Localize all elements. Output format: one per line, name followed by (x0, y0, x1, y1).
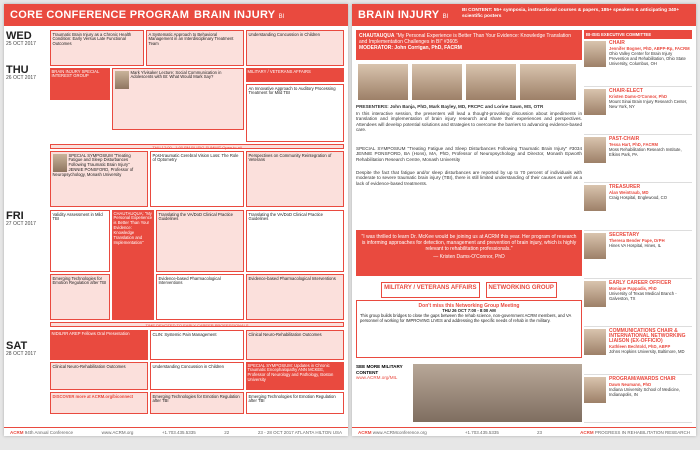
left-footer: ACRM 94th Annual Conference www.ACRM.org +1.703.435.5335 22 23 - 28 OCT 2017 ATLANTA HILTON USA (4, 427, 348, 436)
main-content (356, 30, 582, 426)
member-org: Moss Rehabilitation Research Institute, Elkins Park, PA (609, 147, 682, 157)
presenter-photo (412, 64, 462, 100)
session-cell[interactable]: Emerging Technologies for Emotion Regulation after TBI (50, 274, 110, 320)
member-name: Jennifer Bogner, PhD, ABPP-Rp, FACRM (609, 46, 690, 51)
see-more[interactable]: SEE MORE MILITARY CONTENT www.ACRM.org/MIL (356, 364, 403, 380)
member-role: COMMUNICATIONS CHAIR & INTERNATIONAL NETWORKING LIAISON (EX-OFFICIO) (609, 328, 686, 344)
speaker-photo (53, 154, 67, 172)
schedule-grid (50, 30, 344, 422)
member-org: Ohio Valley Center for Brain Injury Prevention and Rehabilitation, Ohio State University, Columbus, OH (609, 51, 686, 66)
member-name: Tessa Hart, PhD, FACRM (609, 142, 659, 147)
session-cell[interactable]: Evidence-based Pharmacological Interventions (246, 274, 344, 320)
member-photo (584, 329, 606, 355)
presenter-photos (356, 62, 582, 102)
exec-member (584, 183, 692, 231)
session-cell[interactable]: Translating the VA/DoD Clinical Practice Guidelines (156, 210, 244, 272)
member-photo (584, 41, 606, 67)
member-org: University of Texas Medical Branch - Galveston, TX (609, 291, 677, 301)
exec-member (584, 327, 692, 375)
session-cell[interactable]: Perspectives on Community Reintegration of Veterans (246, 151, 344, 207)
member-role: CHAIR-ELECT (609, 88, 643, 94)
presenter-photo (358, 64, 408, 100)
member-photo (584, 233, 606, 259)
session-cell[interactable]: CLIN: Systemic Pain Management (150, 330, 244, 360)
track-title: BRAIN INJURY BI (194, 9, 285, 21)
session-cell[interactable]: Traumatic Brain Injury as a Chronic Health Condition: Early Versus Late Functional Outcomes (50, 30, 144, 66)
exec-member (584, 231, 692, 279)
session-cell[interactable]: MILITARY / VETERANS AFFAIRS (246, 68, 344, 82)
session-cell[interactable]: Understanding Concussion in Children (246, 30, 344, 66)
member-org: Mount Sinai Brain Injury Research Center, New York, NY (609, 99, 688, 109)
symposium-description: Despite the fact that fatigue and/or sleep disturbances are reported by up to 70 percent of individuals with moderate to severe traumatic brain injury (TBI), there is still limited understanding of their causes as well as a lack of evidence-based treatments. (356, 170, 582, 186)
session-cell[interactable]: Emerging Technologies for Emotion Regulation after TBI (246, 392, 344, 414)
member-role: SECRETARY (609, 232, 640, 238)
core-conference-title: CORE CONFERENCE PROGRAM (10, 9, 190, 21)
session-cell[interactable]: A Systematic Approach to Behavioral Management in an Interdisciplinary Treatment Team (146, 30, 244, 66)
day-wed: WED 25 OCT 2017 (6, 30, 36, 47)
group-photo (413, 364, 582, 422)
networking-box: Don't miss this Networking Group Meeting THU 26 OCT 7:00 - 8:00 AM This group builds bridges to close the gaps between the rehab science, non-government ACRM members, and VA personnel of working for IMPROVING LIVES and addressing the specific needs of rehab in the military. (356, 300, 582, 358)
exec-member (584, 39, 692, 87)
member-role: CHAIR (609, 40, 625, 46)
right-footer: ACRM www.ACRMconference.org +1.703.435.5335 23 ACRM PROGRESS IN REHABILITATION RESEARCH (352, 427, 696, 436)
member-photo (584, 137, 606, 163)
exec-member (584, 279, 692, 327)
mckee-quote: "I was thrilled to learn Dr. McKee would be joining us at ACRM this year. Her program of research is informing approaches for detection, management and prevention of brain injury, which is highly relevant to rehabilitation professionals." — Kristen Dams-O'Connor, PhD (356, 230, 582, 276)
right-header (352, 4, 696, 26)
day-sat: SAT 28 OCT 2017 (6, 340, 36, 357)
military-logo: MILITARY / VETERANS AFFAIRS (381, 282, 479, 298)
member-name: Dawn Neumann, PhD (609, 382, 652, 387)
session-cell[interactable]: NIDILRR AREP Fellows Oral Presentation (50, 330, 148, 360)
session-cell[interactable]: Understanding Concussion in Children (150, 362, 244, 390)
member-photo (584, 281, 606, 307)
chautauqua-description: In this interactive session, the presenters will lead a thought-provoking discussion about impediments in translation and implementation of brain injury research and share their experiences and perspectives. Attendees will develop potential solutions and strategies to overcome the barriers to advancing evidence-based care. (356, 111, 582, 133)
member-org: Johns Hopkins University, Baltimore, MD (609, 349, 685, 354)
member-name: Theresa Bender Pape, DrPH (609, 238, 665, 243)
presenters-line: PRESENTERS: John Banja, PhD, Mark Bayley, MD, FRCPC and Lorine Sawn, MS, OTR (356, 104, 544, 109)
right-page (352, 4, 696, 436)
member-photo (584, 89, 606, 115)
member-name: Monique Pappadis, PhD (609, 286, 657, 291)
symposium-header: SPECIAL SYMPOSIUM "Treating Fatigue and Sleep Disturbances Following Traumatic Brain Injury" #3034 JENNIE PONSFORD, BA (Hons), MA, PhD, Professor of Neuropsychology and Director, Monash Epworth Rehabilitation Research Centre, Monash University (356, 146, 582, 162)
discover-link[interactable]: DISCOVER more at ACRM.org/biconnect (50, 392, 148, 414)
member-role: EARLY CAREER OFFICER (609, 280, 672, 286)
military-content (356, 364, 582, 422)
session-cell[interactable]: SPECIAL SYMPOSIUM: Updates in Chronic Traumatic Encephalopathy ANN MCKEE, Professor of Neurology and Pathology, Boston University (246, 362, 344, 390)
exec-member (584, 87, 692, 135)
networking-logo: NETWORKING GROUP (486, 282, 557, 298)
exec-committee (584, 30, 692, 426)
session-cell[interactable]: Mark Ylvisaker Lecture: Social Communication in Adolescents with BI: What Would Mark Say? (112, 68, 244, 130)
member-org: Indiana University School of Medicine, Indianapolis, IN (609, 387, 680, 397)
day-thu: THU 26 OCT 2017 (6, 64, 36, 81)
member-role: TREASURER (609, 184, 641, 190)
summit-band: THU 12:00 - 1:00 PM BI-ISIG SUMMIT Open to all (50, 144, 344, 149)
exec-title: BI-ISIG EXECUTIVE COMMITTEE (584, 30, 692, 39)
session-cell[interactable]: SPECIAL SYMPOSIUM "Treating Fatigue and Sleep Disturbances Following Traumatic Brain Injury" JENNIE PONSFORD, Professor of Neuropsychology, Monash University (50, 151, 148, 207)
member-name: Kristen Dams-O'Connor, PhD (609, 94, 667, 99)
presenter-photo (466, 64, 516, 100)
session-cell[interactable]: Clinical Neuro-Rehabilitation Outcomes (246, 330, 344, 360)
session-cell[interactable]: Translating the VA/DoD Clinical Practice Guidelines (246, 210, 344, 272)
member-org: Craig Hospital, Englewood, CO (609, 195, 667, 200)
member-photo (584, 185, 606, 211)
speaker-photo (115, 71, 129, 89)
session-cell[interactable]: Evidence-based Pharmacological Interventions (156, 274, 244, 320)
left-page (4, 4, 348, 436)
session-cell[interactable]: Validity Assessment in Mild TBI (50, 210, 110, 272)
session-cell[interactable]: Emerging Technologies for Emotion Regulation after TBI (150, 392, 244, 414)
session-cell[interactable]: CHAUTAUQUA: "My Personal Experience is Better Than Your Evidence: Knowledge Translation and Implementation" (112, 210, 154, 320)
member-role: PROGRAM/AWARDS CHAIR (609, 376, 676, 382)
session-cell[interactable]: An Innovative Approach to Auditory Processing Treatment for Mild TBI (246, 84, 344, 142)
exec-member (584, 135, 692, 183)
member-name: Kathleen Bechtold, PhD, ABPP (609, 344, 671, 349)
member-org: Hines VA Hospital, Hines, IL (609, 243, 662, 248)
session-cell[interactable]: Clinical Neuro-Rehabilitation Outcomes (50, 362, 148, 390)
member-photo (584, 377, 606, 403)
track-title: BRAIN INJURY BI (358, 9, 449, 21)
isig-logos (356, 282, 582, 296)
session-cell[interactable]: Post-traumatic Cerebral Vision Loss: The Role of Optometry (150, 151, 244, 207)
member-name: Alan Weintraub, MD (609, 190, 649, 195)
bi-content-summary: BI CONTENT: 55+ symposia, instructional courses & papers, 185+ speakers & anticipating 340+ scientific posters (462, 8, 680, 19)
member-role: PAST-CHAIR (609, 136, 640, 142)
presenter-photo (520, 64, 576, 100)
exec-member (584, 375, 692, 423)
day-fri: FRI 27 OCT 2017 (6, 210, 36, 227)
session-cell[interactable]: BRAIN INJURY SPECIAL INTEREST GROUP (50, 68, 110, 100)
chautauqua-box: CHAUTAUQUA "My Personal Experience is Better Than Your Evidence: Knowledge Translation and Implementation Challenges in BI" #3605 MODERATOR: John Corrigan, PhD, FACRM (356, 30, 582, 60)
left-header (4, 4, 348, 26)
early-career-band: TIME DEVOTED TO EARLY CAREER PROFESSIONALS (50, 322, 344, 327)
